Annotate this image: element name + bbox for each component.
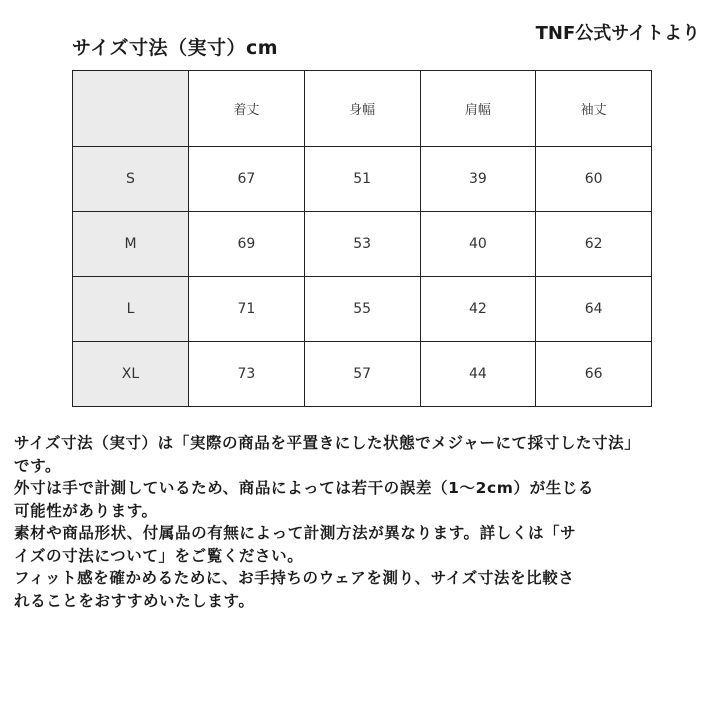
table-header-cell: 肩幅 — [420, 71, 536, 147]
table-cell: 42 — [420, 277, 536, 342]
table-cell: 69 — [189, 212, 305, 277]
table-row — [73, 277, 652, 342]
table-cell: 73 — [189, 342, 305, 407]
notes-block — [14, 432, 710, 612]
table-header-row — [73, 71, 652, 147]
table-cell: 62 — [536, 212, 652, 277]
size-label: M — [73, 212, 189, 277]
page-title: サイズ寸法（実寸）cm — [72, 37, 279, 59]
note-line: イズの寸法について」をご覧ください。 — [14, 546, 304, 565]
note-line: 可能性があります。 — [14, 501, 158, 520]
table-cell: 55 — [304, 277, 420, 342]
table-header-corner — [73, 71, 189, 147]
table-header-cell: 身幅 — [304, 71, 420, 147]
table-header-cell: 袖丈 — [536, 71, 652, 147]
table-header-cell: 着丈 — [189, 71, 305, 147]
note-line: れることをおすすめいたします。 — [14, 591, 255, 610]
table-cell: 53 — [304, 212, 420, 277]
size-label: L — [73, 277, 189, 342]
table-row — [73, 212, 652, 277]
table-cell: 66 — [536, 342, 652, 407]
table-cell: 44 — [420, 342, 536, 407]
table-cell: 67 — [189, 147, 305, 212]
note-line: です。 — [14, 456, 62, 475]
table-row — [73, 342, 652, 407]
table-cell: 71 — [189, 277, 305, 342]
note-line: サイズ寸法（実寸）は「実際の商品を平置きにした状態でメジャーにて採寸した寸法」 — [14, 434, 641, 452]
table-row — [73, 147, 652, 212]
note-line: 素材や商品形状、付属品の有無によって計測方法が異なります。詳しくは「サ — [14, 524, 577, 542]
note-line: フィット感を確かめるために、お手持ちのウェアを測り、サイズ寸法を比較さ — [14, 569, 575, 587]
table-cell: 64 — [536, 277, 652, 342]
size-label: S — [73, 147, 189, 212]
source-label: TNF公式サイトより — [535, 23, 700, 44]
size-table — [72, 70, 652, 407]
note-line: 外寸は手で計測しているため、商品によっては若干の誤差（1〜2cm）が生じる — [14, 479, 594, 497]
table-cell: 39 — [420, 147, 536, 212]
table-cell: 57 — [304, 342, 420, 407]
table-cell: 51 — [304, 147, 420, 212]
size-label: XL — [73, 342, 189, 407]
table-cell: 60 — [536, 147, 652, 212]
table-cell: 40 — [420, 212, 536, 277]
